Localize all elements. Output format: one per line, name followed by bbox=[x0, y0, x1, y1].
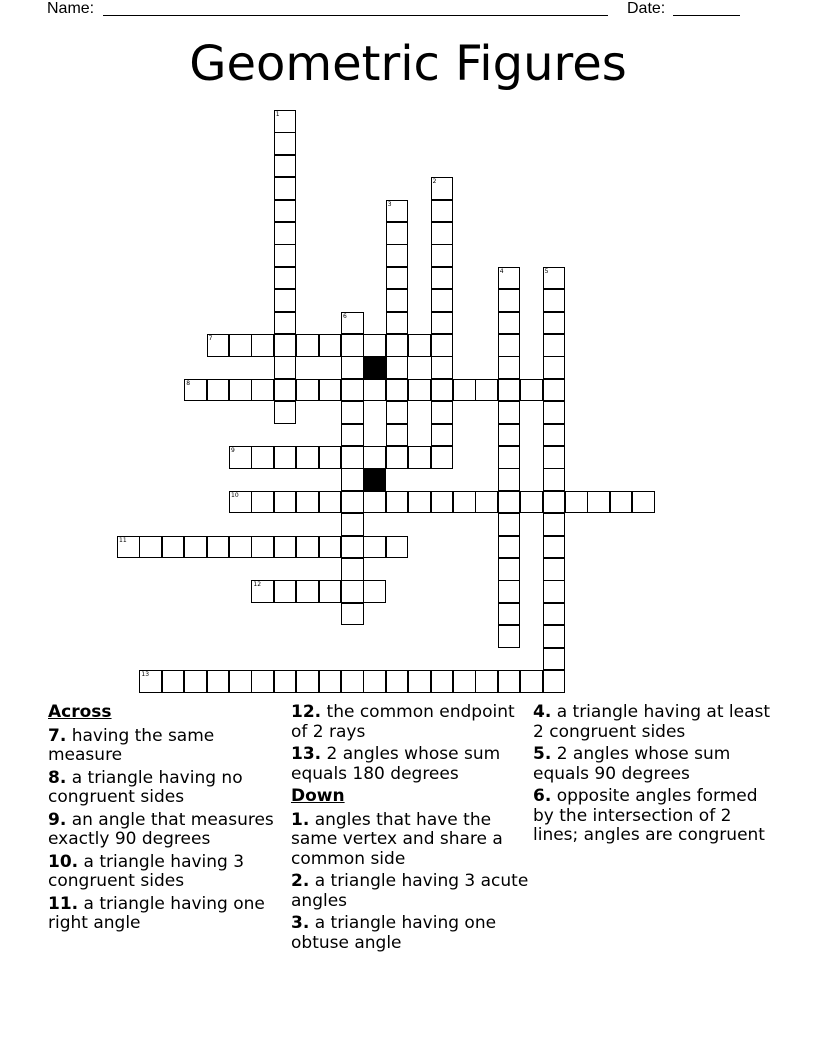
grid-cell[interactable] bbox=[543, 513, 566, 536]
grid-cell[interactable] bbox=[274, 200, 297, 223]
grid-cell[interactable] bbox=[498, 603, 521, 626]
grid-cell[interactable] bbox=[431, 401, 454, 424]
cell-number: 3 bbox=[387, 200, 392, 208]
grid-cell[interactable] bbox=[386, 244, 409, 267]
clue-item bbox=[48, 769, 288, 808]
grid-cell[interactable] bbox=[498, 312, 521, 335]
grid-cell[interactable] bbox=[296, 446, 319, 469]
grid-cell[interactable] bbox=[453, 491, 476, 514]
clue-item bbox=[533, 703, 773, 742]
grid-cell[interactable] bbox=[341, 468, 364, 491]
clue-item bbox=[48, 895, 288, 934]
clue-item bbox=[533, 745, 773, 784]
grid-cell[interactable] bbox=[319, 379, 342, 402]
grid-cell[interactable] bbox=[498, 670, 521, 693]
grid-cell[interactable] bbox=[296, 670, 319, 693]
grid-cell[interactable] bbox=[363, 379, 386, 402]
grid-cell[interactable] bbox=[431, 491, 454, 514]
grid-cell[interactable] bbox=[386, 401, 409, 424]
grid-cell[interactable] bbox=[475, 670, 498, 693]
clue-number: 4. bbox=[533, 702, 552, 722]
clue-column-2 bbox=[291, 703, 531, 956]
grid-cell[interactable] bbox=[386, 200, 409, 223]
grid-cell[interactable] bbox=[162, 536, 185, 559]
grid-cell[interactable] bbox=[341, 491, 364, 514]
grid-cell[interactable] bbox=[274, 155, 297, 178]
grid-cell[interactable] bbox=[408, 446, 431, 469]
clue-number: 7. bbox=[48, 725, 67, 746]
grid-cell[interactable] bbox=[386, 446, 409, 469]
grid-cell[interactable] bbox=[498, 446, 521, 469]
grid-cell[interactable] bbox=[274, 580, 297, 603]
grid-cell[interactable] bbox=[274, 289, 297, 312]
grid-cell[interactable] bbox=[386, 379, 409, 402]
grid-cell[interactable] bbox=[229, 670, 252, 693]
grid-cell[interactable] bbox=[207, 379, 230, 402]
grid-cell[interactable] bbox=[341, 446, 364, 469]
grid-cell[interactable] bbox=[251, 334, 274, 357]
grid-cell[interactable] bbox=[251, 379, 274, 402]
grid-cell[interactable] bbox=[543, 558, 566, 581]
grid-cell[interactable] bbox=[431, 356, 454, 379]
clue-number: 8. bbox=[48, 767, 67, 788]
clue-text: a triangle having at least 2 congruent sides bbox=[533, 702, 771, 742]
grid-cell[interactable] bbox=[408, 334, 431, 357]
grid-cell[interactable] bbox=[274, 401, 297, 424]
clue-text: opposite angles formed by the intersection of 2 lines; angles are congruent bbox=[533, 786, 765, 845]
grid-cell[interactable] bbox=[386, 222, 409, 245]
grid-cell[interactable] bbox=[610, 491, 633, 514]
clue-text: angles that have the same vertex and share a common side bbox=[291, 809, 503, 869]
grid-cell[interactable] bbox=[341, 401, 364, 424]
grid-cell[interactable] bbox=[408, 670, 431, 693]
cell-number: 1 bbox=[275, 111, 280, 118]
clue-text: a triangle having no congruent sides bbox=[48, 767, 243, 807]
grid-cell[interactable] bbox=[498, 536, 521, 559]
clue-number: 13. bbox=[291, 744, 322, 764]
grid-cell[interactable] bbox=[498, 379, 521, 402]
cell-number: 12 bbox=[253, 581, 262, 589]
grid-cell[interactable] bbox=[319, 580, 342, 603]
grid-cell[interactable] bbox=[274, 379, 297, 402]
grid-cell[interactable] bbox=[543, 379, 566, 402]
grid-cell[interactable] bbox=[207, 670, 230, 693]
grid-cell[interactable] bbox=[543, 468, 566, 491]
grid-cell[interactable] bbox=[543, 312, 566, 335]
clue-column-1 bbox=[48, 703, 288, 937]
grid-cell[interactable] bbox=[341, 536, 364, 559]
clue-item bbox=[533, 787, 773, 846]
grid-cell[interactable] bbox=[543, 289, 566, 312]
grid-block bbox=[363, 356, 386, 379]
grid-cell[interactable] bbox=[431, 267, 454, 290]
grid-cell[interactable] bbox=[408, 491, 431, 514]
grid-cell[interactable] bbox=[274, 110, 297, 133]
clue-text: a triangle having one right angle bbox=[48, 893, 265, 933]
grid-cell[interactable] bbox=[319, 536, 342, 559]
grid-cell[interactable] bbox=[520, 670, 543, 693]
clue-number: 12. bbox=[291, 702, 322, 722]
grid-cell[interactable] bbox=[341, 312, 364, 335]
grid-cell[interactable] bbox=[341, 580, 364, 603]
grid-cell[interactable] bbox=[386, 289, 409, 312]
grid-cell[interactable] bbox=[207, 334, 230, 357]
clue-item bbox=[48, 853, 288, 892]
clue-text: an angle that measures exactly 90 degrees bbox=[48, 809, 274, 849]
grid-cell[interactable] bbox=[386, 491, 409, 514]
clue-column-3 bbox=[533, 703, 773, 849]
cell-number: 2 bbox=[432, 178, 437, 186]
clue-text: the common endpoint of 2 rays bbox=[291, 702, 515, 742]
grid-cell[interactable] bbox=[431, 424, 454, 447]
grid-cell[interactable] bbox=[498, 334, 521, 357]
grid-cell[interactable] bbox=[475, 491, 498, 514]
clue-item bbox=[291, 914, 531, 953]
grid-cell[interactable] bbox=[543, 267, 566, 290]
grid-cell[interactable] bbox=[274, 536, 297, 559]
clue-item bbox=[291, 703, 531, 742]
grid-cell[interactable] bbox=[274, 670, 297, 693]
grid-cell[interactable] bbox=[498, 491, 521, 514]
grid-cell[interactable] bbox=[341, 424, 364, 447]
grid-cell[interactable] bbox=[251, 670, 274, 693]
grid-cell[interactable] bbox=[274, 312, 297, 335]
date-label: Date: bbox=[627, 0, 666, 17]
grid-cell[interactable] bbox=[543, 424, 566, 447]
grid-cell[interactable] bbox=[543, 401, 566, 424]
clue-item bbox=[291, 745, 531, 784]
clue-text: a triangle having 3 congruent sides bbox=[48, 851, 245, 891]
clue-number: 10. bbox=[48, 851, 79, 872]
grid-cell[interactable] bbox=[386, 312, 409, 335]
grid-cell[interactable] bbox=[296, 491, 319, 514]
grid-cell[interactable] bbox=[184, 536, 207, 559]
grid-cell[interactable] bbox=[296, 334, 319, 357]
grid-cell[interactable] bbox=[319, 491, 342, 514]
grid-cell[interactable] bbox=[431, 670, 454, 693]
clue-number: 9. bbox=[48, 809, 67, 830]
cell-number: 7 bbox=[208, 335, 213, 342]
clue-text: a triangle having 3 acute angles bbox=[291, 871, 529, 911]
grid-cell[interactable] bbox=[229, 491, 252, 514]
grid-cell[interactable] bbox=[386, 670, 409, 693]
grid-cell[interactable] bbox=[386, 356, 409, 379]
grid-cell[interactable] bbox=[274, 334, 297, 357]
grid-cell[interactable] bbox=[319, 446, 342, 469]
grid-cell[interactable] bbox=[475, 379, 498, 402]
clue-number: 5. bbox=[533, 744, 552, 764]
grid-cell[interactable] bbox=[296, 536, 319, 559]
grid-cell[interactable] bbox=[587, 491, 610, 514]
cell-number: 6 bbox=[343, 312, 347, 320]
grid-cell[interactable] bbox=[408, 379, 431, 402]
grid-cell[interactable] bbox=[386, 424, 409, 447]
grid-cell[interactable] bbox=[431, 334, 454, 357]
grid-cell[interactable] bbox=[274, 491, 297, 514]
clue-number: 3. bbox=[291, 913, 310, 933]
grid-cell[interactable] bbox=[543, 670, 566, 693]
grid-cell[interactable] bbox=[386, 536, 409, 559]
grid-cell[interactable] bbox=[341, 334, 364, 357]
grid-cell[interactable] bbox=[543, 536, 566, 559]
grid-cell[interactable] bbox=[565, 491, 588, 514]
grid-cell[interactable] bbox=[431, 200, 454, 223]
grid-cell[interactable] bbox=[251, 580, 274, 603]
grid-cell[interactable] bbox=[498, 289, 521, 312]
cell-number: 13 bbox=[141, 671, 150, 678]
clue-text: 2 angles whose sum equals 180 degrees bbox=[291, 744, 501, 784]
grid-cell[interactable] bbox=[162, 670, 185, 693]
clue-number: 1. bbox=[291, 809, 310, 830]
grid-cell[interactable] bbox=[431, 379, 454, 402]
name-label: Name: bbox=[47, 0, 95, 17]
grid-cell[interactable] bbox=[543, 446, 566, 469]
grid-cell[interactable] bbox=[341, 356, 364, 379]
grid-cell[interactable] bbox=[498, 625, 521, 648]
clue-item bbox=[291, 872, 531, 911]
grid-cell[interactable] bbox=[386, 334, 409, 357]
grid-cell[interactable] bbox=[184, 670, 207, 693]
grid-cell[interactable] bbox=[498, 513, 521, 536]
grid-cell[interactable] bbox=[386, 267, 409, 290]
grid-cell[interactable] bbox=[498, 580, 521, 603]
clue-number: 2. bbox=[291, 871, 310, 891]
grid-cell[interactable] bbox=[498, 356, 521, 379]
cell-number: 9 bbox=[231, 447, 235, 454]
grid-cell[interactable] bbox=[453, 670, 476, 693]
page-title: Geometric Figures bbox=[189, 36, 627, 92]
grid-cell[interactable] bbox=[431, 244, 454, 267]
cell-number: 8 bbox=[186, 379, 191, 387]
grid-cell[interactable] bbox=[363, 536, 386, 559]
grid-block bbox=[363, 468, 386, 491]
grid-cell[interactable] bbox=[543, 356, 566, 379]
grid-cell[interactable] bbox=[498, 424, 521, 447]
grid-cell[interactable] bbox=[296, 379, 319, 402]
clue-number: 11. bbox=[48, 893, 79, 914]
clue-text: a triangle having one obtuse angle bbox=[291, 913, 497, 953]
grid-cell[interactable] bbox=[341, 379, 364, 402]
grid-cell[interactable] bbox=[543, 491, 566, 514]
grid-cell[interactable] bbox=[341, 603, 364, 626]
grid-cell[interactable] bbox=[543, 603, 566, 626]
grid-cell[interactable] bbox=[229, 536, 252, 559]
grid-cell[interactable] bbox=[363, 491, 386, 514]
grid-cell[interactable] bbox=[251, 446, 274, 469]
grid-cell[interactable] bbox=[319, 670, 342, 693]
grid-cell[interactable] bbox=[274, 446, 297, 469]
grid-cell[interactable] bbox=[296, 580, 319, 603]
grid-cell[interactable] bbox=[520, 379, 543, 402]
grid-cell[interactable] bbox=[319, 334, 342, 357]
grid-cell[interactable] bbox=[274, 177, 297, 200]
grid-cell[interactable] bbox=[139, 670, 162, 693]
grid-cell[interactable] bbox=[274, 244, 297, 267]
grid-cell[interactable] bbox=[431, 222, 454, 245]
grid-cell[interactable] bbox=[274, 356, 297, 379]
cell-number: 4 bbox=[499, 267, 504, 275]
grid-cell[interactable] bbox=[207, 536, 230, 559]
clue-number: 6. bbox=[533, 786, 552, 806]
grid-cell[interactable] bbox=[139, 536, 162, 559]
grid-cell[interactable] bbox=[543, 334, 566, 357]
cell-number: 5 bbox=[544, 267, 549, 275]
grid-cell[interactable] bbox=[363, 580, 386, 603]
grid-cell[interactable] bbox=[341, 670, 364, 693]
clue-text: 2 angles whose sum equals 90 degrees bbox=[533, 744, 731, 784]
grid-cell[interactable] bbox=[431, 177, 454, 200]
grid-cell[interactable] bbox=[543, 648, 566, 671]
grid-cell[interactable] bbox=[363, 334, 386, 357]
grid-cell[interactable] bbox=[543, 580, 566, 603]
clue-item bbox=[291, 811, 531, 870]
clue-section-heading: Across bbox=[48, 702, 112, 722]
grid-cell[interactable] bbox=[498, 267, 521, 290]
cell-number: 10 bbox=[231, 491, 239, 499]
grid-cell[interactable] bbox=[498, 558, 521, 581]
clue-text: having the same measure bbox=[48, 725, 215, 765]
clue-item bbox=[48, 727, 288, 766]
cell-number: 11 bbox=[119, 536, 127, 544]
grid-cell[interactable] bbox=[229, 334, 252, 357]
grid-cell[interactable] bbox=[498, 468, 521, 491]
grid-cell[interactable] bbox=[431, 446, 454, 469]
grid-cell[interactable] bbox=[498, 401, 521, 424]
grid-cell[interactable] bbox=[274, 267, 297, 290]
grid-cell[interactable] bbox=[229, 379, 252, 402]
grid-cell[interactable] bbox=[117, 536, 140, 559]
clue-item bbox=[48, 811, 288, 850]
grid-cell[interactable] bbox=[431, 289, 454, 312]
grid-cell[interactable] bbox=[632, 491, 655, 514]
grid-cell[interactable] bbox=[184, 379, 207, 402]
grid-cell[interactable] bbox=[431, 312, 454, 335]
clue-section-heading: Down bbox=[291, 786, 345, 806]
grid-cell[interactable] bbox=[251, 536, 274, 559]
grid-cell[interactable] bbox=[341, 558, 364, 581]
grid-cell[interactable] bbox=[520, 491, 543, 514]
grid-cell[interactable] bbox=[363, 446, 386, 469]
grid-cell[interactable] bbox=[274, 132, 297, 155]
grid-cell[interactable] bbox=[453, 379, 476, 402]
grid-cell[interactable] bbox=[229, 446, 252, 469]
grid-cell[interactable] bbox=[274, 222, 297, 245]
grid-cell[interactable] bbox=[251, 491, 274, 514]
grid-cell[interactable] bbox=[363, 670, 386, 693]
grid-cell[interactable] bbox=[543, 625, 566, 648]
grid-cell[interactable] bbox=[341, 513, 364, 536]
